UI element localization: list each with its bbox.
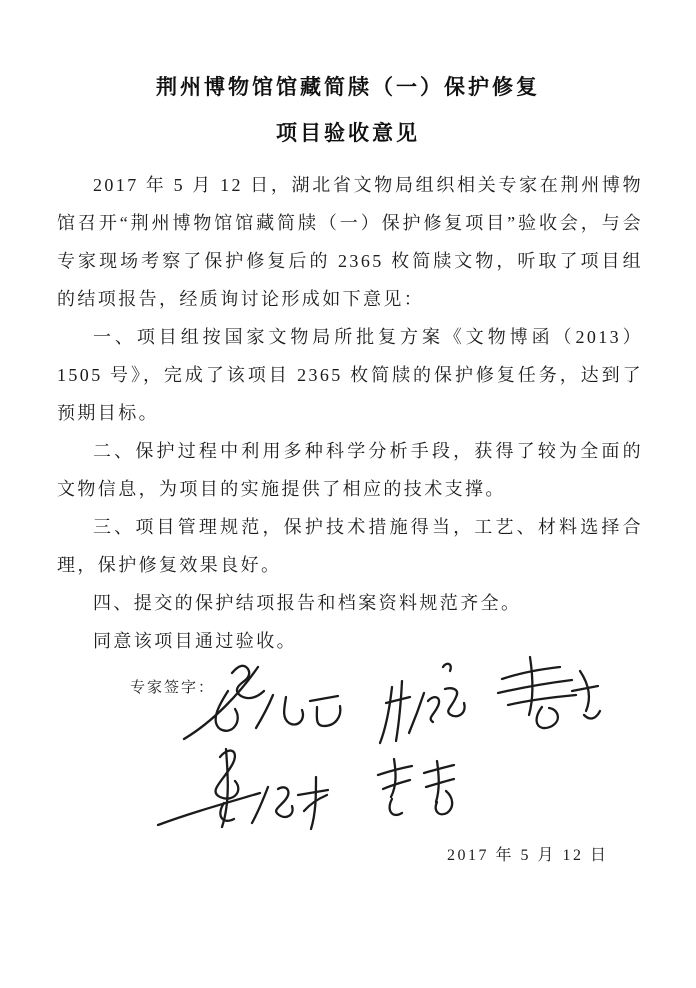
paragraph-item-2: 二、保护过程中利用多种科学分析手段，获得了较为全面的文物信息，为项目的实施提供了相应的技术支撑。 [57, 441, 643, 499]
signature-1-li-huayuan [184, 666, 340, 739]
signature-4-cai-wencai [158, 749, 328, 829]
signature-2-liu-songtao [380, 664, 465, 743]
document-title-line2: 项目验收意见 [276, 122, 420, 145]
expert-signature-label: 专家签字： [130, 680, 216, 696]
document-body [57, 166, 643, 660]
document-title-line1: 荆州博物馆馆藏简牍（一）保护修复 [156, 76, 540, 99]
signature-3-li-shou [498, 657, 600, 728]
document-title [0, 74, 696, 148]
document-date: 2017 年 5 月 12 日 [447, 847, 609, 864]
paragraph-item-1: 一、项目组按国家文物局所批复方案《文物博函（2013）1505 号》，完成了该项目 2365 枚简牍的保护修复任务，达到了预期目标。 [57, 327, 643, 423]
paragraph-intro: 2017 年 5 月 12 日，湖北省文物局组织相关专家在荆州博物馆召开“荆州博物馆馆藏简牍（一）保护修复项目”验收会，与会专家现场考察了保护修复后的 2365 枚简牍文物，听取了项目组的结项报告，经质询讨论形成如下意见： [57, 175, 643, 309]
signature-5-li-qi [378, 759, 454, 815]
paragraph-item-4: 四、提交的保护结项报告和档案资料规范齐全。 [93, 593, 522, 613]
paragraph-item-3: 三、项目管理规范，保护技术措施得当，工艺、材料选择合理，保护修复效果良好。 [57, 517, 643, 575]
paragraph-conclusion: 同意该项目通过验收。 [93, 631, 297, 651]
handwritten-signatures [140, 645, 640, 840]
